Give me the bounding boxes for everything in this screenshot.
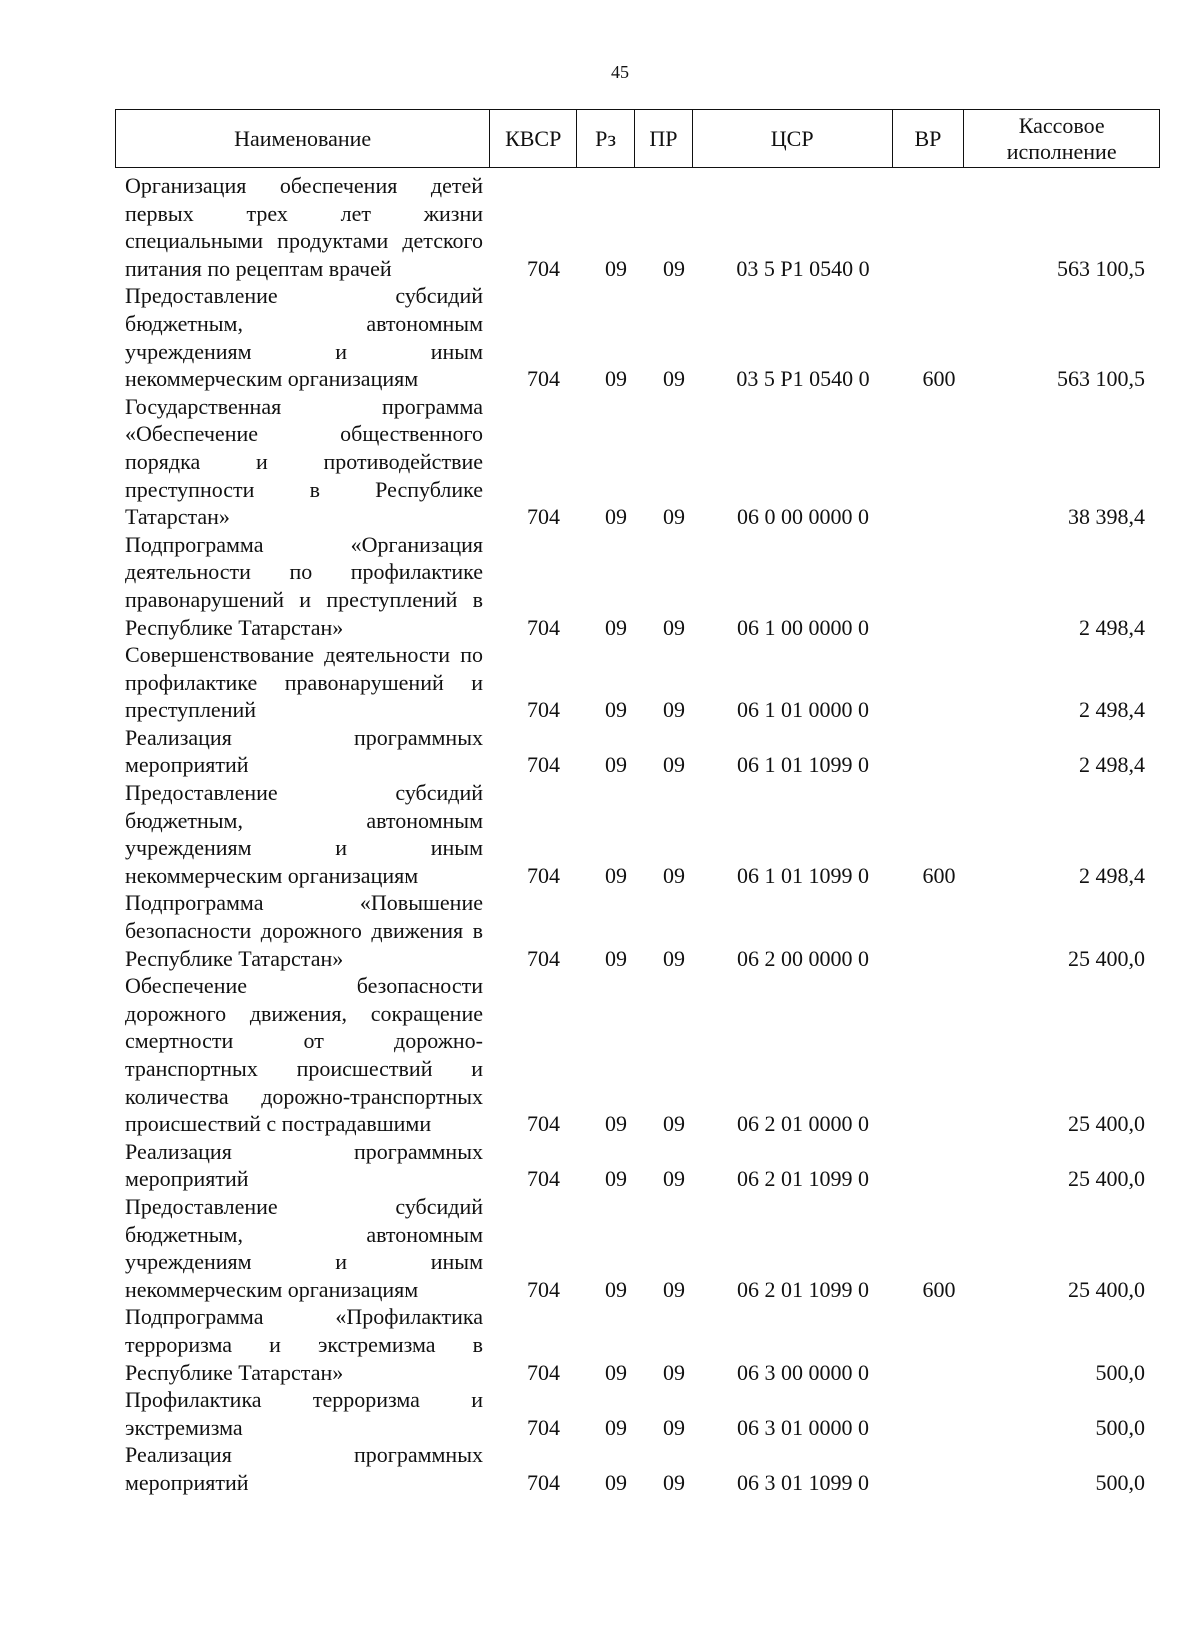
- row-name: Совершенствование деятельности по профилактике правонарушений и преступлений: [125, 642, 483, 723]
- row-pr: 09: [663, 752, 685, 778]
- row-rz: 09: [605, 1276, 627, 1302]
- header-kass-line1: Кассовое: [1018, 112, 1105, 138]
- row-kvsr: 704: [527, 255, 560, 281]
- row-kvsr: 704: [527, 1166, 560, 1192]
- row-csr: 06 3 01 0000 0: [737, 1414, 869, 1440]
- row-rz: 09: [605, 1469, 627, 1495]
- header-kvsr: КВСР: [490, 110, 577, 167]
- table-row: [125, 889, 1155, 972]
- row-pr: 09: [663, 697, 685, 723]
- row-sum: 500,0: [1095, 1359, 1145, 1385]
- row-name: Подпрограмма «Организация деятельности по профилактике правонарушений и преступлений в Республике Татарстан»: [125, 531, 483, 640]
- table-body: [125, 172, 1155, 1497]
- header-vr: ВР: [893, 110, 965, 167]
- row-kvsr: 704: [527, 1469, 560, 1495]
- row-name: Подпрограмма «Повышение безопасности дорожного движения в Республике Татарстан»: [125, 890, 483, 971]
- row-kvsr: 704: [527, 752, 560, 778]
- row-sum: 563 100,5: [1057, 366, 1145, 392]
- row-csr: 06 2 01 1099 0: [737, 1166, 869, 1192]
- row-pr: 09: [663, 1469, 685, 1495]
- table-row: [125, 1386, 1155, 1441]
- table-row: [125, 282, 1155, 392]
- row-csr: 03 5 P1 0540 0: [736, 366, 870, 392]
- row-pr: 09: [663, 366, 685, 392]
- table-row: [125, 641, 1155, 724]
- row-rz: 09: [605, 1166, 627, 1192]
- row-name: Предоставление субсидий бюджетным, автономным учреждениям и иным некоммерческим организациям: [125, 780, 483, 888]
- row-kvsr: 704: [527, 1276, 560, 1302]
- row-csr: 06 1 01 1099 0: [737, 752, 869, 778]
- row-sum: 2 498,4: [1079, 862, 1145, 888]
- table-row: [125, 779, 1155, 889]
- row-name: Реализация программных мероприятий: [125, 724, 483, 778]
- row-csr: 06 2 00 0000 0: [737, 945, 869, 971]
- row-sum: 25 400,0: [1068, 1111, 1145, 1137]
- table-row: [125, 393, 1155, 531]
- table-row: [125, 1441, 1155, 1496]
- row-csr: 06 1 01 0000 0: [737, 697, 869, 723]
- row-csr: 06 1 01 1099 0: [737, 862, 869, 888]
- row-name: Профилактика терроризма и экстремизма: [125, 1387, 483, 1440]
- header-kassovoe-ispolnenie: [964, 110, 1159, 167]
- table-row: [125, 172, 1155, 282]
- row-sum: 500,0: [1095, 1469, 1145, 1495]
- header-csr: ЦСР: [693, 110, 893, 167]
- row-pr: 09: [663, 1414, 685, 1440]
- row-name: Реализация программных мероприятий: [125, 1138, 483, 1192]
- row-csr: 03 5 P1 0540 0: [736, 255, 870, 281]
- row-rz: 09: [605, 504, 627, 530]
- row-csr: 06 2 01 0000 0: [737, 1111, 869, 1137]
- row-rz: 09: [605, 366, 627, 392]
- header-pr: ПР: [635, 110, 693, 167]
- row-csr: 06 3 00 0000 0: [737, 1359, 869, 1385]
- row-pr: 09: [663, 614, 685, 640]
- row-csr: 06 2 01 1099 0: [737, 1276, 869, 1302]
- row-kvsr: 704: [527, 862, 560, 888]
- row-sum: 25 400,0: [1068, 945, 1145, 971]
- row-name: Государственная программа «Обеспечение общественного порядка и противодействие преступности в Республике Татарстан»: [125, 393, 483, 530]
- row-kvsr: 704: [527, 945, 560, 971]
- row-pr: 09: [663, 1111, 685, 1137]
- table-row: [125, 972, 1155, 1138]
- header-kass-line2: исполнение: [1006, 138, 1117, 164]
- row-vr: 600: [922, 862, 956, 888]
- row-sum: 38 398,4: [1068, 504, 1145, 530]
- row-sum: 2 498,4: [1079, 697, 1145, 723]
- row-vr: 600: [922, 366, 956, 392]
- header-name: Наименование: [116, 110, 490, 167]
- row-pr: 09: [663, 504, 685, 530]
- row-rz: 09: [605, 255, 627, 281]
- row-name: Предоставление субсидий бюджетным, автономным учреждениям и иным некоммерческим организациям: [125, 1193, 483, 1302]
- row-kvsr: 704: [527, 697, 560, 723]
- row-sum: 25 400,0: [1068, 1166, 1145, 1192]
- row-csr: 06 1 00 0000 0: [737, 614, 869, 640]
- table-row: [125, 531, 1155, 641]
- row-rz: 09: [605, 614, 627, 640]
- row-name: Реализация программных мероприятий: [125, 1442, 483, 1495]
- row-kvsr: 704: [527, 504, 560, 530]
- row-pr: 09: [663, 1276, 685, 1302]
- row-csr: 06 3 01 1099 0: [737, 1469, 869, 1495]
- row-name: Обеспечение безопасности дорожного движения, сокращение смертности от дорожно-транспортных происшествий и количества дорожно-транспортных происшествий с пострадавшими: [125, 973, 483, 1137]
- row-pr: 09: [663, 1359, 685, 1385]
- row-name: Подпрограмма «Профилактика терроризма и экстремизма в Республике Татарстан»: [125, 1304, 483, 1385]
- table-row: [125, 1138, 1155, 1193]
- row-sum: 2 498,4: [1079, 752, 1145, 778]
- row-kvsr: 704: [527, 1111, 560, 1137]
- row-kvsr: 704: [527, 1414, 560, 1440]
- page-number: 45: [611, 62, 629, 82]
- row-rz: 09: [605, 1111, 627, 1137]
- row-rz: 09: [605, 697, 627, 723]
- table-row: [125, 1193, 1155, 1303]
- row-pr: 09: [663, 945, 685, 971]
- row-rz: 09: [605, 752, 627, 778]
- row-pr: 09: [663, 1166, 685, 1192]
- table-row: [125, 1303, 1155, 1386]
- row-rz: 09: [605, 1414, 627, 1440]
- row-csr: 06 0 00 0000 0: [737, 504, 869, 530]
- row-kvsr: 704: [527, 1359, 560, 1385]
- row-kvsr: 704: [527, 614, 560, 640]
- row-kvsr: 704: [527, 366, 560, 392]
- row-rz: 09: [605, 862, 627, 888]
- row-sum: 500,0: [1095, 1414, 1145, 1440]
- row-rz: 09: [605, 945, 627, 971]
- row-vr: 600: [922, 1276, 956, 1302]
- row-pr: 09: [663, 255, 685, 281]
- row-rz: 09: [605, 1359, 627, 1385]
- header-rz: Рз: [577, 110, 635, 167]
- row-sum: 563 100,5: [1057, 255, 1145, 281]
- table-header: [115, 109, 1160, 168]
- row-sum: 2 498,4: [1079, 614, 1145, 640]
- table-row: [125, 724, 1155, 779]
- row-sum: 25 400,0: [1068, 1276, 1145, 1302]
- row-name: Предоставление субсидий бюджетным, автономным учреждениям и иным некоммерческим организациям: [125, 283, 483, 392]
- row-name: Организация обеспечения детей первых трех лет жизни специальными продуктами детского питания по рецептам врачей: [125, 173, 483, 281]
- row-pr: 09: [663, 862, 685, 888]
